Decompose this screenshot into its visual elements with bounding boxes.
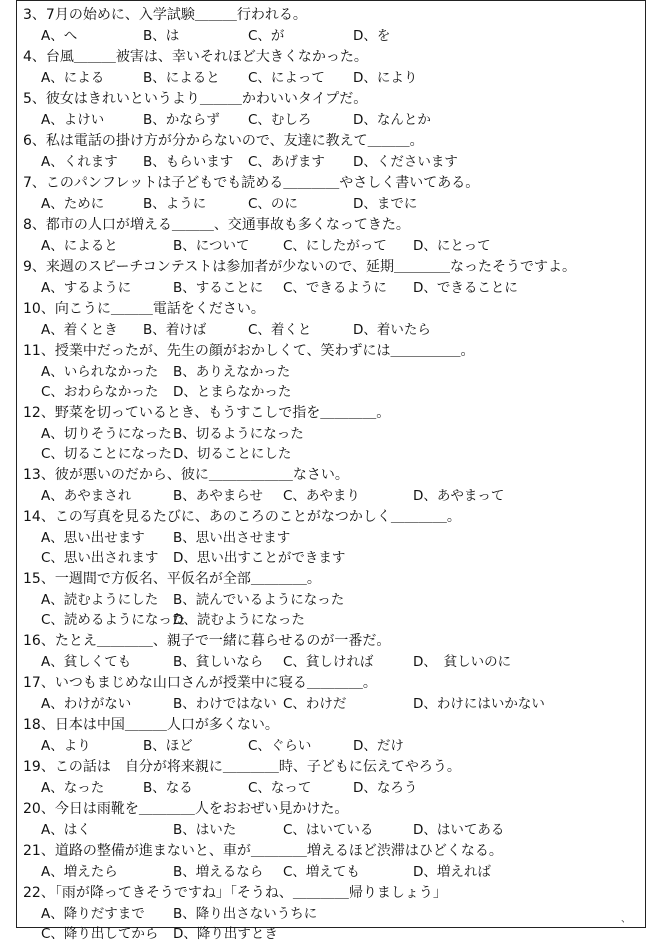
question-stem: 10、向こうに＿＿＿電話をください。: [23, 301, 265, 317]
option-d: D、にとって: [413, 238, 491, 254]
option-b: B、あやまらせ: [173, 488, 263, 504]
options-row: [23, 736, 645, 756]
question: [23, 506, 645, 568]
option-d: D、により: [353, 70, 418, 86]
option-b: B、もらいます: [143, 154, 234, 170]
options-row: [23, 110, 645, 130]
option-b: B、増えるなら: [173, 864, 264, 880]
option-c: C、はいている: [283, 822, 374, 838]
option-a: A、増えたら: [41, 864, 118, 880]
question-stem: 7、このパンフレットは子どもでも読める＿＿＿＿やさしく書いてある。: [23, 175, 480, 191]
question-stem: 19、この話は 自分が将来親に＿＿＿＿時、子どもに伝えてやろう。: [23, 759, 461, 775]
question: [23, 672, 645, 714]
question: [23, 172, 645, 214]
option-c: C、によって: [248, 70, 325, 86]
option-d: D、なんとか: [353, 112, 431, 128]
options-row: [23, 862, 645, 882]
option-a: A、降りだすまで: [41, 906, 145, 922]
question-stem: 3、7月の始めに、入学試験＿＿＿行われる。: [23, 7, 307, 23]
option-d: D、までに: [353, 196, 418, 212]
options-row: [23, 904, 645, 924]
option-d: D、はいてある: [413, 822, 505, 838]
question: [23, 568, 645, 630]
option-c: C、貧しければ: [283, 654, 374, 670]
question-stem: 9、来週のスピーチコンテストは参加者が少ないので、延期＿＿＿＿なったそうですよ。: [23, 259, 576, 275]
option-d: D、降り出すとき: [173, 926, 278, 942]
question: [23, 46, 645, 88]
option-b: B、降り出さないうちに: [173, 906, 318, 922]
option-c: C、着くと: [248, 322, 312, 338]
option-a: A、なった: [41, 780, 105, 796]
option-a: A、による: [41, 70, 105, 86]
option-d: D、を: [353, 28, 391, 44]
options-row: [23, 694, 645, 714]
option-c: C、あげます: [248, 154, 325, 170]
option-d: D、あやまって: [413, 488, 505, 504]
option-c: C、思い出されます: [41, 550, 159, 566]
option-c: C、なって: [248, 780, 312, 796]
option-b: B、思い出させます: [173, 530, 291, 546]
option-c: C、切ることになった: [41, 446, 172, 462]
question: [23, 882, 645, 944]
question-list: [23, 4, 645, 944]
options-row: [23, 152, 645, 172]
option-b: B、ありえなかった: [173, 364, 291, 380]
question-stem: 22、「雨が降ってきそうですね」「そうね、＿＿＿＿帰りましょう」: [23, 885, 447, 901]
question-stem: 16、たとえ＿＿＿＿、親子で一緒に暮らせるのが一番だ。: [23, 633, 391, 649]
option-b: B、切るようになった: [173, 426, 304, 442]
option-d: D、 貧しいのに: [413, 654, 512, 670]
option-c: C、わけだ: [283, 696, 347, 712]
option-d: D、くださいます: [353, 154, 458, 170]
option-d: D、着いたら: [353, 322, 431, 338]
options-row: [23, 924, 645, 944]
options-row: [23, 652, 645, 672]
question: [23, 798, 645, 840]
option-c: C、むしろ: [248, 112, 312, 128]
option-c: C、ぐらい: [248, 738, 312, 754]
option-b: B、貧しいなら: [173, 654, 264, 670]
option-c: C、読めるようになった: [41, 612, 186, 628]
question: [23, 4, 645, 46]
question-stem: 4、台風＿＿＿被害は、幸いそれほど大きくなかった。: [23, 49, 368, 65]
question: [23, 298, 645, 340]
option-d: D、増えれば: [413, 864, 491, 880]
option-a: A、切りそうになった: [41, 426, 172, 442]
option-d: D、切ることにした: [173, 446, 292, 462]
option-a: A、くれます: [41, 154, 118, 170]
option-a: A、によると: [41, 238, 118, 254]
option-a: A、あやまされ: [41, 488, 132, 504]
question: [23, 214, 645, 256]
option-b: B、について: [173, 238, 250, 254]
options-row: [23, 486, 645, 506]
question-stem: 13、彼が悪いのだから、彼に＿＿＿＿＿＿なさい。: [23, 467, 349, 483]
option-a: A、よけい: [41, 112, 105, 128]
question: [23, 464, 645, 506]
option-a: A、着くとき: [41, 322, 118, 338]
options-row: [23, 820, 645, 840]
question-stem: 21、道路の整備が進まないと、車が＿＿＿＿増えるほど渋滞はひどくなる。: [23, 843, 503, 859]
option-c: C、が: [248, 28, 285, 44]
question-stem: 20、今日は雨靴を＿＿＿＿人をおおぜい見かけた。: [23, 801, 349, 817]
options-row: [23, 548, 645, 568]
option-a: A、へ: [41, 28, 78, 44]
option-b: B、は: [143, 28, 180, 44]
option-a: A、いられなかった: [41, 364, 159, 380]
options-row: [23, 236, 645, 256]
question-stem: 14、この写真を見るたびに、あのころのことがなつかしく＿＿＿＿。: [23, 509, 461, 525]
options-row: [23, 444, 645, 464]
options-row: [23, 278, 645, 298]
option-b: B、読んでいるようになった: [173, 592, 345, 608]
question-stem: 11、授業中だったが、先生の顔がおかしくて、笑わずには＿＿＿＿＿。: [23, 343, 475, 359]
option-c: C、増えても: [283, 864, 360, 880]
option-b: B、着けば: [143, 322, 207, 338]
option-a: A、思い出せます: [41, 530, 145, 546]
option-c: C、のに: [248, 196, 298, 212]
option-d: D、思い出すことができます: [173, 550, 346, 566]
option-a: A、はく: [41, 822, 91, 838]
question-stem: 15、一週間で方仮名、平仮名が全部＿＿＿＿。: [23, 571, 321, 587]
option-a: A、貧しくても: [41, 654, 132, 670]
options-row: [23, 590, 645, 610]
question-stem: 6、私は電話の掛け方が分からないので、友達に教えて＿＿＿。: [23, 133, 424, 149]
option-a: A、ために: [41, 196, 105, 212]
question-stem: 12、野菜を切っているとき、もうすこしで指を＿＿＿＿。: [23, 405, 391, 421]
option-c: C、できるように: [283, 280, 387, 296]
option-c: C、おわらなかった: [41, 384, 159, 400]
question-stem: 17、いつもまじめな山口さんが授業中に寝る＿＿＿＿。: [23, 675, 377, 691]
option-a: A、読むようにした: [41, 592, 159, 608]
options-row: [23, 26, 645, 46]
question-stem: 8、都市の人口が増える＿＿＿、交通事故も多くなってきた。: [23, 217, 410, 233]
question: [23, 630, 645, 672]
option-b: B、わけではない: [173, 696, 277, 712]
question: [23, 130, 645, 172]
options-row: [23, 528, 645, 548]
options-row: [23, 320, 645, 340]
question: [23, 256, 645, 298]
option-d: D、わけにはいかない: [413, 696, 545, 712]
option-c: C、降り出してから: [41, 926, 159, 942]
option-d: D、とまらなかった: [173, 384, 292, 400]
option-b: B、はいた: [173, 822, 237, 838]
question: [23, 714, 645, 756]
question-stem: 5、彼女はきれいというより＿＿＿かわいいタイプだ。: [23, 91, 368, 107]
option-b: B、することに: [173, 280, 264, 296]
option-a: A、より: [41, 738, 91, 754]
option-b: B、ように: [143, 196, 207, 212]
options-row: [23, 362, 645, 382]
question: [23, 340, 645, 402]
question: [23, 88, 645, 130]
option-b: B、ほど: [143, 738, 193, 754]
options-row: [23, 68, 645, 88]
option-a: A、わけがない: [41, 696, 132, 712]
option-c: C、にしたがって: [283, 238, 387, 254]
option-d: D、なろう: [353, 780, 418, 796]
option-b: B、なる: [143, 780, 193, 796]
question-stem: 18、日本は中国＿＿＿人口が多くない。: [23, 717, 279, 733]
question: [23, 402, 645, 464]
options-row: [23, 194, 645, 214]
option-a: A、するように: [41, 280, 132, 296]
option-c: C、あやまり: [283, 488, 360, 504]
scan-mark: 、: [621, 914, 631, 925]
options-row: [23, 382, 645, 402]
option-b: B、によると: [143, 70, 220, 86]
question: [23, 840, 645, 882]
exam-sheet: [16, 0, 646, 942]
option-b: B、かならず: [143, 112, 220, 128]
options-row: [23, 424, 645, 444]
option-d: D、読むようになった: [173, 612, 305, 628]
option-d: D、だけ: [353, 738, 404, 754]
options-row: [23, 610, 645, 630]
option-d: D、できることに: [413, 280, 518, 296]
options-row: [23, 778, 645, 798]
question: [23, 756, 645, 798]
